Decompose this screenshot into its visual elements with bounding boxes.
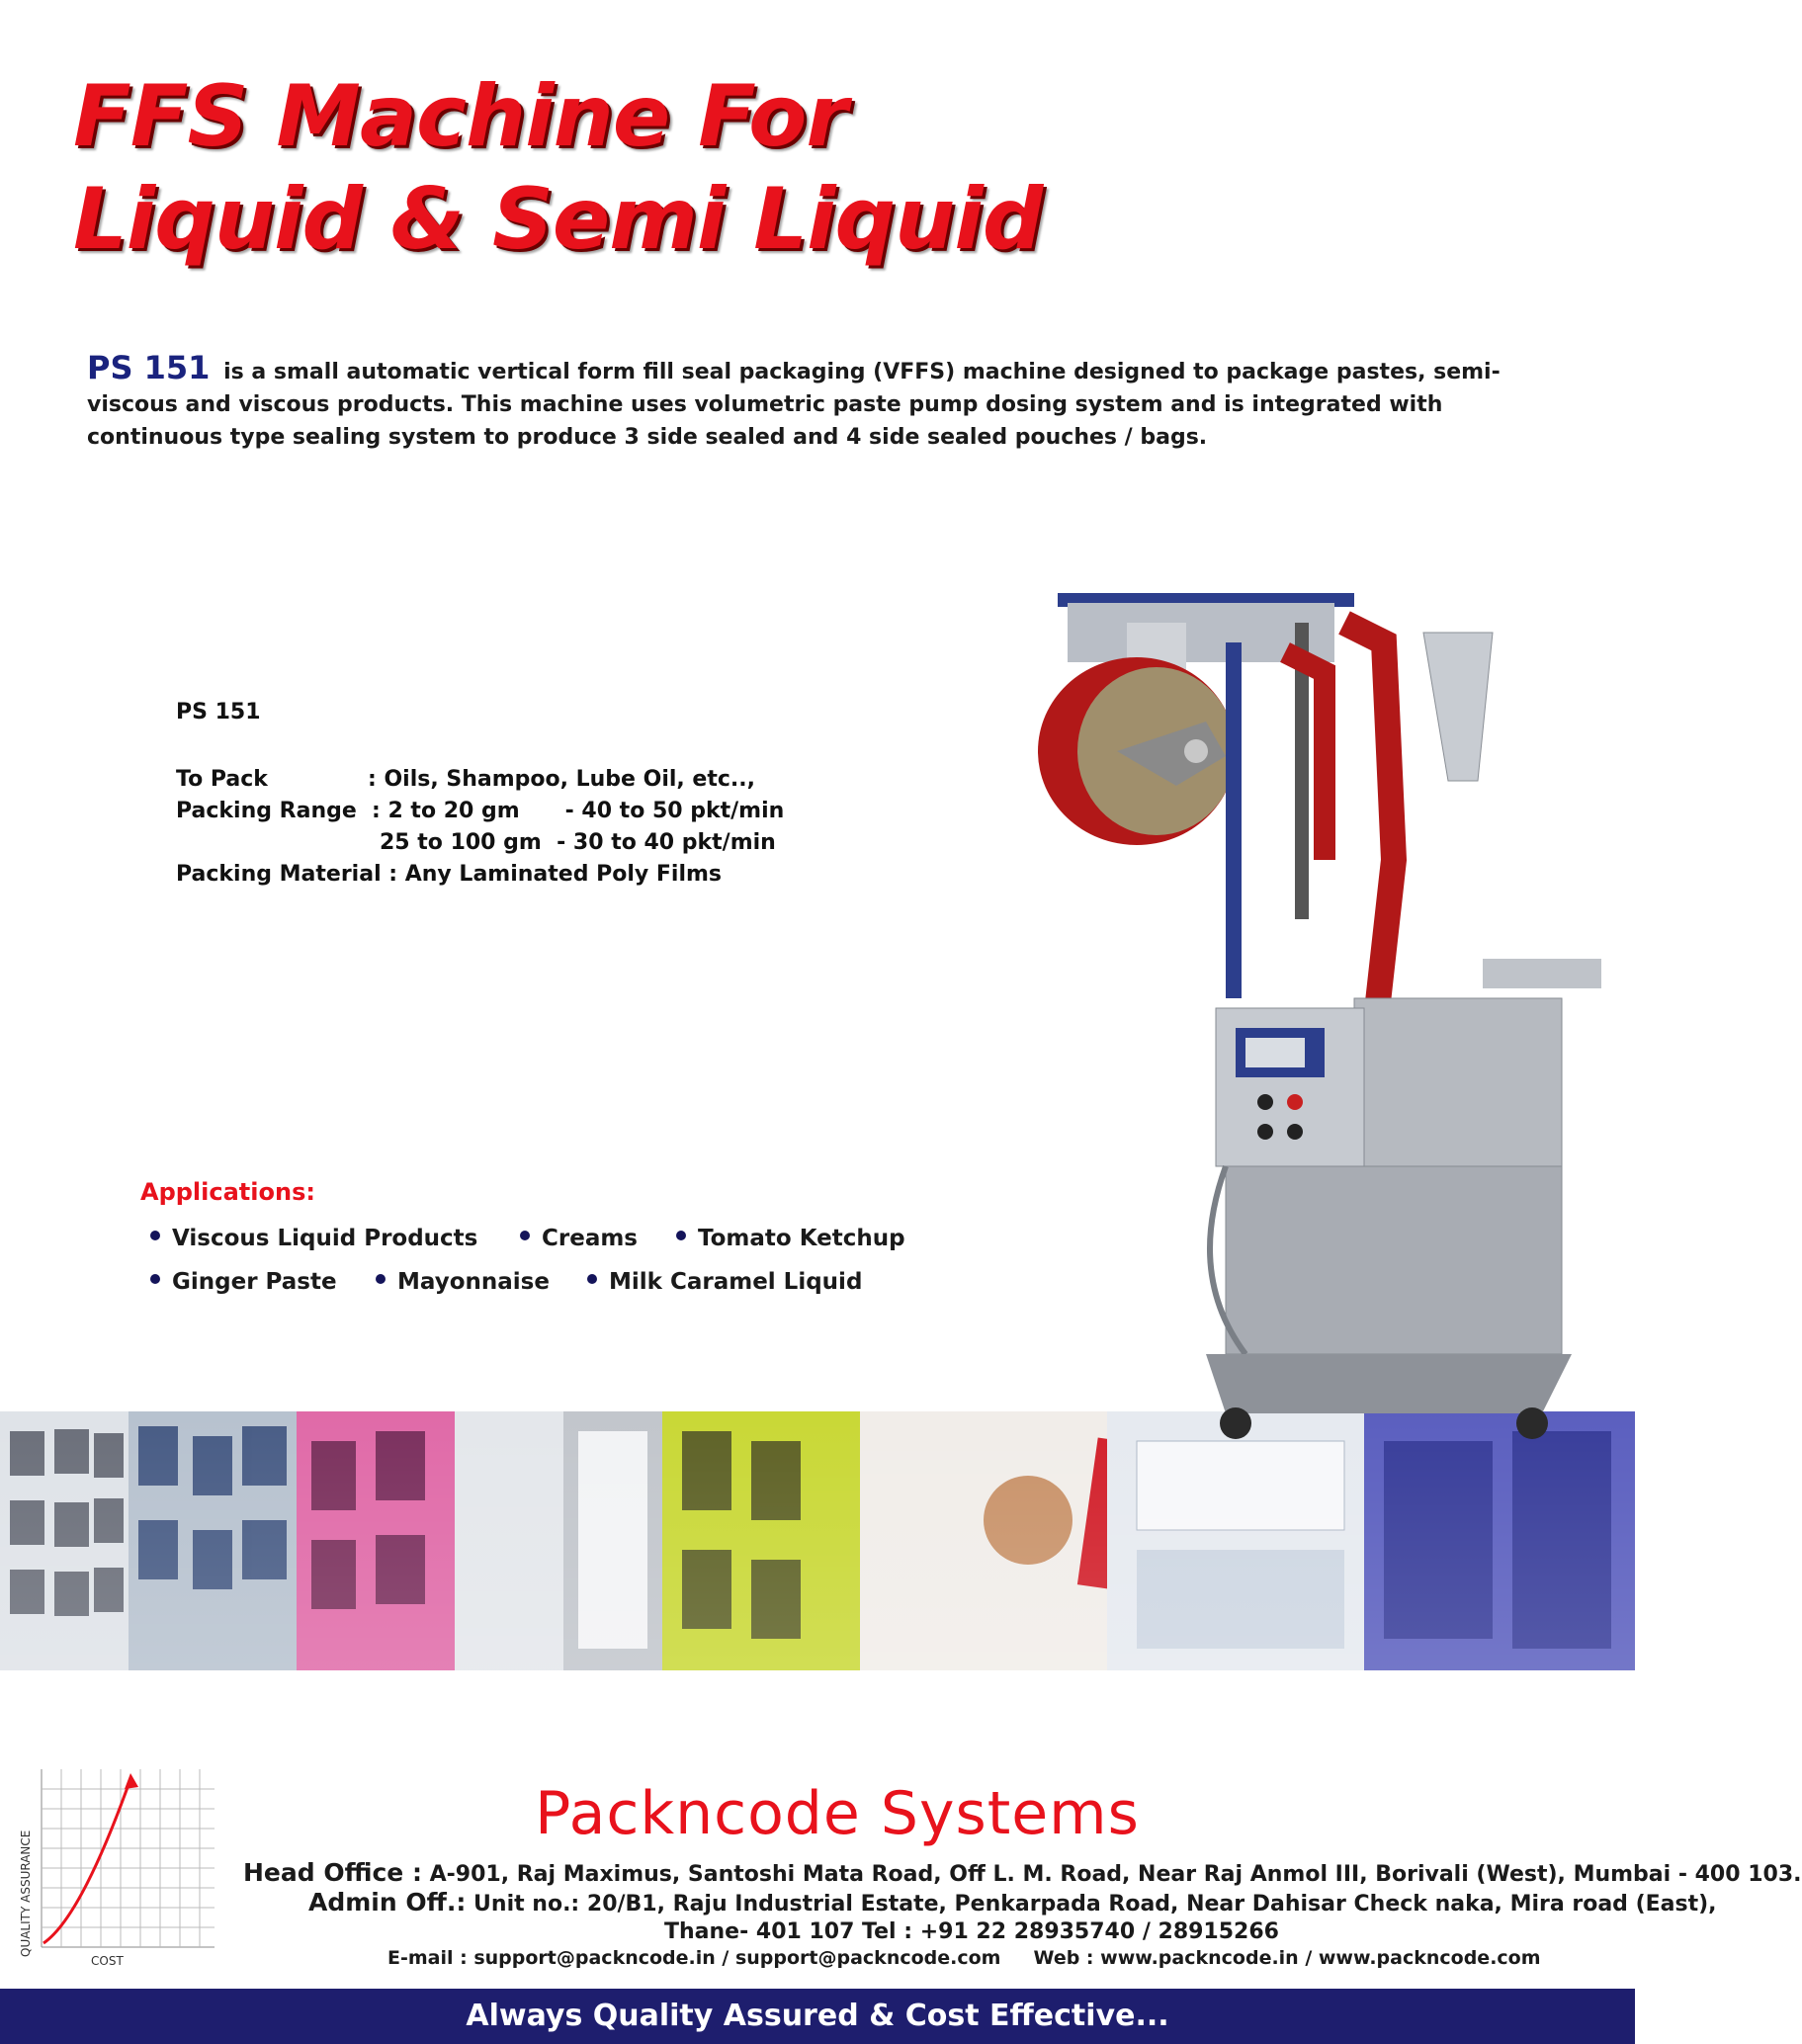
chart-ylabel: QUALITY ASSURANCE: [19, 1830, 33, 1957]
intro-text: is a small automatic vertical form fill seal packaging (VFFS) machine designed to package pastes, semi-viscous and viscous products. This machine uses volumetric paste pump dosing system and is integrated with continuous type sealing system to produce 3 side sealed and 4 side sealed pouches / bags.: [87, 360, 1501, 450]
admin-office-line-2: Thane- 401 107 Tel : +91 22 28935740 / 28915266: [664, 1919, 1279, 1944]
application-item: Viscous Liquid Products: [150, 1226, 477, 1251]
head-office-label: Head Office :: [243, 1858, 422, 1887]
head-office-line: [243, 1858, 1802, 1887]
company-name: Packncode Systems: [535, 1779, 1140, 1848]
application-item: Ginger Paste: [150, 1269, 337, 1295]
bullet-icon: [587, 1274, 597, 1284]
admin-office-line: [308, 1888, 1717, 1916]
title-line-2: Liquid & Semi Liquid: [73, 170, 1043, 269]
spec-packing-range-1: : 2 to 20 gm - 40 to 50 pkt/min: [372, 799, 785, 823]
spec-to-pack-label: To Pack: [176, 767, 268, 792]
bullet-icon: [376, 1274, 386, 1284]
spec-packing-range-label: Packing Range: [176, 799, 357, 823]
application-item: Creams: [520, 1226, 638, 1251]
bullet-icon: [150, 1231, 160, 1240]
head-office-address: A-901, Raj Maximus, Santoshi Mata Road, Off L. M. Road, Near Raj Anmol III, Borivali (West), Mumbai - 400 103.: [429, 1862, 1802, 1887]
applications-title: Applications:: [140, 1178, 315, 1206]
vffs-machine-illustration: [1028, 583, 1611, 1492]
title-line-1: FFS Machine For: [73, 67, 847, 166]
intro-model-name: PS 151: [87, 349, 211, 386]
page-title: [73, 65, 1042, 271]
spec-packing-material: Packing Material : Any Laminated Poly Films: [176, 862, 723, 887]
bullet-icon: [520, 1231, 530, 1240]
spec-to-pack-value: : Oils, Shampoo, Lube Oil, etc..,: [368, 767, 755, 792]
intro-paragraph: [87, 349, 1550, 454]
application-item: Milk Caramel Liquid: [587, 1269, 862, 1295]
bullet-icon: [676, 1231, 686, 1240]
application-item: Mayonnaise: [376, 1269, 550, 1295]
chart-xlabel: COST: [91, 1954, 124, 1968]
admin-office-address: Unit no.: 20/B1, Raju Industrial Estate, Penkarpada Road, Near Dahisar Check naka, Mira road (East),: [473, 1892, 1717, 1916]
bullet-icon: [150, 1274, 160, 1284]
tagline: Always Quality Assured & Cost Effective...: [466, 1999, 1169, 2033]
spec-packing-range-2: 25 to 100 gm - 30 to 40 pkt/min: [380, 830, 776, 855]
contact-line: E-mail : support@packncode.in / support@packncode.com Web : www.packncode.in / www.packncode.com: [387, 1947, 1541, 1969]
admin-office-label: Admin Off.:: [308, 1888, 467, 1916]
application-item: Tomato Ketchup: [676, 1226, 905, 1251]
spec-model: PS 151: [176, 700, 261, 724]
